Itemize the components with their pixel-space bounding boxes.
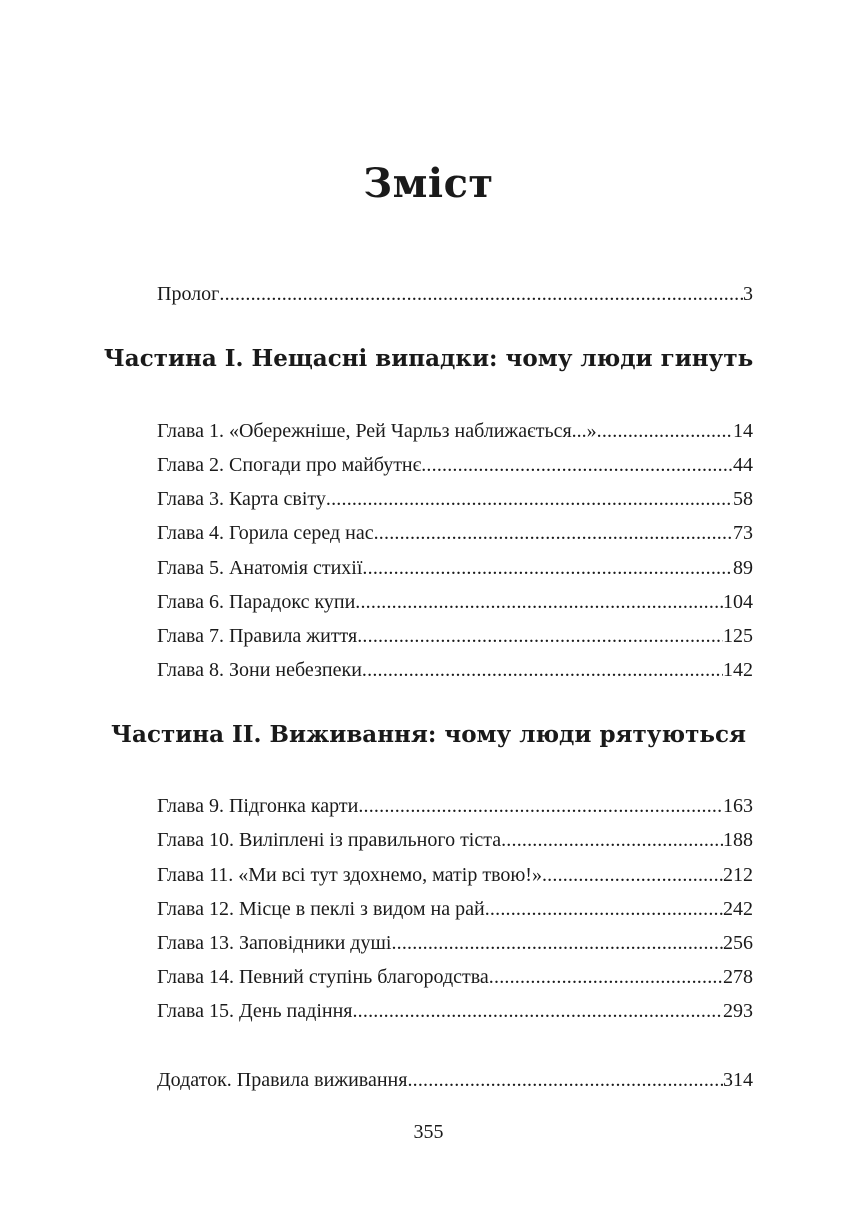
toc-entry-chapter-14[interactable] <box>157 964 753 990</box>
toc-entry-page: 212 <box>723 864 753 886</box>
toc-entry-page: 73 <box>733 522 753 544</box>
dot-leader <box>501 827 723 853</box>
dot-leader <box>357 623 723 649</box>
toc-entry-title: Глава 4. Горила серед нас <box>157 522 374 544</box>
toc-entry-chapter-10[interactable] <box>157 827 753 853</box>
toc-entry-chapter-7[interactable] <box>157 623 753 649</box>
toc-entry-chapter-8[interactable] <box>157 657 753 683</box>
toc-entry-page: 163 <box>723 795 753 817</box>
page-number: 355 <box>413 1121 444 1143</box>
toc-entry-title: Глава 3. Карта світу <box>157 488 326 510</box>
toc-entry-title: Глава 12. Місце в пеклі з видом на рай <box>157 898 485 920</box>
toc-entry-chapter-3[interactable] <box>157 486 753 512</box>
dot-leader <box>219 281 743 307</box>
toc-entry-page: 314 <box>723 1069 753 1091</box>
dot-leader <box>485 896 723 922</box>
toc-entry-page: 89 <box>733 557 753 579</box>
dot-leader <box>374 520 733 546</box>
toc-entry-page: 14 <box>733 420 753 442</box>
toc-entry-chapter-9[interactable] <box>157 793 753 819</box>
toc-entry-title: Пролог <box>157 283 220 305</box>
toc-entry-chapter-1[interactable] <box>157 418 753 444</box>
toc-entry-title: Глава 13. Заповідники душі <box>157 932 392 954</box>
toc-entry-page: 188 <box>723 829 753 851</box>
toc-entry-page: 104 <box>723 591 753 613</box>
dot-leader <box>362 555 733 581</box>
toc-entry-page: 44 <box>733 454 753 476</box>
part-1-heading: Частина І. Нещасні випадки: чому люди гинуть <box>103 345 754 372</box>
dot-leader <box>362 657 723 683</box>
toc-entry-page: 293 <box>723 1000 753 1022</box>
dot-leader <box>358 793 723 819</box>
toc-entry-title: Глава 8. Зони небезпеки <box>157 659 362 681</box>
dot-leader <box>326 486 733 512</box>
toc-entry-page: 242 <box>723 898 753 920</box>
dot-leader <box>355 589 723 615</box>
toc-entry-page: 3 <box>743 283 753 305</box>
toc-entry-title: Глава 7. Правила життя <box>157 625 358 647</box>
dot-leader <box>407 1067 723 1093</box>
toc-entry-page: 256 <box>723 932 753 954</box>
dot-leader <box>352 998 723 1024</box>
toc-entry-chapter-15[interactable] <box>157 998 753 1024</box>
toc-entry-title: Глава 15. День падіння <box>157 1000 353 1022</box>
toc-entry-title: Глава 6. Парадокс купи <box>157 591 356 613</box>
toc-entry-chapter-2[interactable] <box>157 452 753 478</box>
toc-entry-page: 142 <box>723 659 753 681</box>
toc-entry-appendix[interactable] <box>157 1067 753 1093</box>
toc-entry-title: Додаток. Правила виживання <box>157 1069 408 1091</box>
toc-entry-title: Глава 9. Підгонка карти <box>157 795 359 817</box>
toc-entry-title: Глава 2. Спогади про майбутнє <box>157 454 422 476</box>
toc-entry-page: 58 <box>733 488 753 510</box>
dot-leader <box>421 452 733 478</box>
toc-entry-chapter-13[interactable] <box>157 930 753 956</box>
toc-entry-chapter-11[interactable] <box>157 862 753 888</box>
toc-entry-prologue[interactable] <box>157 281 753 307</box>
toc-entry-title: Глава 10. Виліплені із правильного тіста <box>157 829 502 851</box>
toc-entry-chapter-4[interactable] <box>157 520 753 546</box>
page-title: Зміст <box>363 160 494 207</box>
toc-entry-chapter-6[interactable] <box>157 589 753 615</box>
dot-leader <box>391 930 723 956</box>
dot-leader <box>489 964 723 990</box>
dot-leader <box>542 862 723 888</box>
toc-entry-title: Глава 5. Анатомія стихії <box>157 557 363 579</box>
toc-entry-title: Глава 11. «Ми всі тут здохнемо, матір твою!» <box>157 864 542 886</box>
toc-entry-title: Глава 1. «Обережніше, Рей Чарльз наближається...» <box>157 420 597 442</box>
toc-entry-chapter-5[interactable] <box>157 555 753 581</box>
dot-leader <box>597 418 733 444</box>
toc-entry-page: 278 <box>723 966 753 988</box>
toc-entry-chapter-12[interactable] <box>157 896 753 922</box>
part-2-heading: Частина ІІ. Виживання: чому люди рятуються <box>111 721 746 748</box>
toc-entry-title: Глава 14. Певний ступінь благородства <box>157 966 489 988</box>
toc-entry-page: 125 <box>723 625 753 647</box>
